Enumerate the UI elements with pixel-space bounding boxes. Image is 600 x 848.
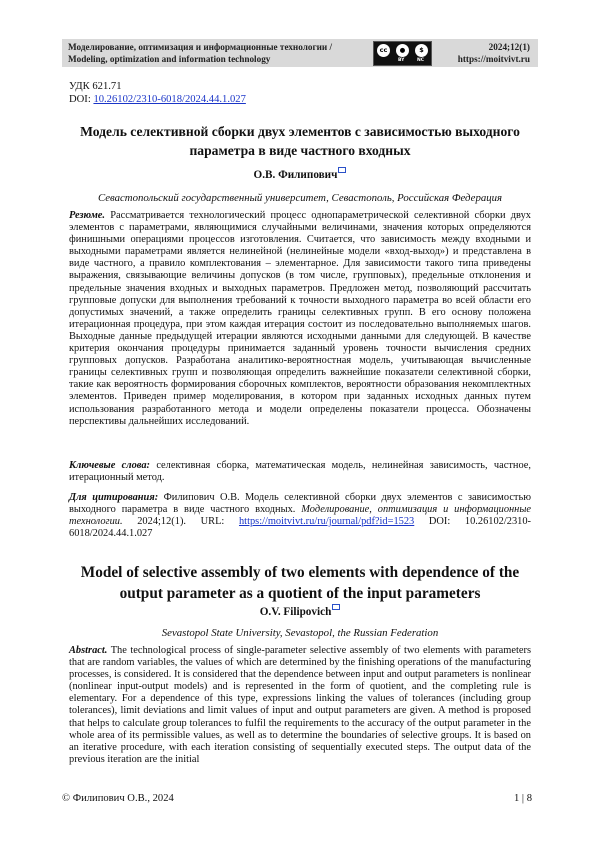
udk: УДК 621.71 (69, 81, 122, 92)
citation (69, 492, 531, 540)
citation-doi: DOI: 10.26102/2310-6018/2024.44.1.027 (69, 516, 532, 540)
keywords-text: селективная сборка, математическая модель, нелинейная зависимость, частное, итерационный метод. (69, 460, 531, 484)
journal-site[interactable]: https://moitvivt.ru (457, 53, 530, 64)
journal-name-ru: Моделирование, оптимизация и информационные технологии / (68, 42, 333, 52)
citation-url[interactable]: https://moitvivt.ru/ru/journal/pdf?id=1523 (238, 516, 415, 528)
doi-link[interactable]: 10.26102/2310-6018/2024.44.1.027 (93, 94, 246, 105)
abstract-text-ru: Рассматривается технологический процесс однопараметрической селективной сборки двух элементов с параметрами, являющимися случайными величинами, значения которых определяются финишными операциями процессов изготовления. Считается, что зависимость между входными и выходными параметрами является нелинейной (нелинейные модели «вход-выход») и представлена в виде частного, а правило комплектования – элементарное. Для зависимости такого типа приведены выражения, связывающие величины допусков (в том числе, групповых), предельные отклонения и предельные значения входных и выходных параметров. Предложен метод, позволяющий рассчитать групповые допуски для выполнения требований к точности выходного параметра во всей области его допустимых значений, а также определить границы селективных групп. В его основу положена итерационная процедура, при этом каждая итерация состоит из последовательно выполняемых шагов. Выходные данные предыдущей итерации являются исходными данными для следующей. В качестве критерия окончания процедуры принимается заданный уровень точности вычисления средних групповых допусков. Разработана аналитико-вероятностная модель, учитывающая вычисленные границы селективных групп и позволяющая определить важнейшие показатели селективной сборки, такие как вероятность формирования сборочных комплектов, вероятности образования некомплектных элементов. Приведен пример моделирования, в котором при заданных исходных данных путем использования разработанного метода и модели определены показатели процесса. Обозначены перспективы дальнейших исследований. (69, 210, 531, 427)
doi-label: DOI: (69, 94, 91, 105)
keywords-ru (69, 460, 531, 484)
affiliation-ru: Севастопольский государственный университет, Севастополь, Российская Федерация (97, 192, 503, 204)
email-icon[interactable] (332, 604, 340, 610)
keywords-label: Ключевые слова: (69, 460, 151, 471)
abstract-label-ru: Резюме. (69, 210, 106, 221)
nc-label: NC (417, 58, 425, 63)
email-icon[interactable] (338, 167, 346, 173)
title-ru: Модель селективной сборки двух элементов с зависимостью выходного параметра в виде частного входных (80, 124, 520, 158)
author-en (0, 604, 600, 618)
issue-info (458, 42, 530, 65)
cc-by-nc-license-icon[interactable] (373, 41, 432, 66)
by-label: BY (398, 58, 405, 63)
citation-label: Для цитирования: (69, 492, 159, 503)
issue-number: 2024;12(1) (488, 42, 530, 52)
author-name-en: O.V. Filipovich (259, 606, 332, 618)
cc-icon: cc (377, 44, 390, 57)
doi-line (69, 93, 246, 106)
author-name-ru: О.В. Филипович (253, 169, 338, 181)
abstract-text-en: The technological process of single-parameter selective assembly of two elements with parameters that are random variables, the values of which are determined by the finishing operations of the manufacturing processes, is considered. It is considered that the dependence between input and output parameters is nonlinear (nonlinear input-output models) and is represented in the form of quotient, and the completing rule is elementary. For a dependence of this type, expressions linking the values of tolerances (including group tolerances), limit deviations and limit values of input and output parameters are given. A method is proposed that helps to calculate group tolerances to fulfil the requirements to the accuracy of the output parameter in the whole area of its permissible values, as well as to determine the boundaries of selective groups. It is based on an iterative procedure, with each iteration consisting of sequentially executed steps. The output data of the previous iteration are the initial (69, 645, 531, 765)
person-icon: ● (396, 44, 409, 57)
journal-name (68, 42, 332, 65)
copyright: © Филипович О.В., 2024 (62, 793, 174, 804)
citation-issue: 2024;12(1). URL: (137, 516, 225, 528)
author-ru (0, 167, 600, 181)
citation-journal: Моделирование, оптимизация и информационные технологии. (69, 504, 531, 528)
title-en: Model of selective assembly of two elements with dependence of the output parameter as a quotient of the input parameters (80, 564, 520, 602)
page-number: 1 | 8 (513, 793, 532, 804)
affiliation-en: Sevastopol State University, Sevastopol, the Russian Federation (161, 627, 439, 639)
abstract-ru (69, 210, 531, 428)
citation-text: Филипович О.В. Модель селективной сборки двух элементов с зависимостью выходного параметра в виде частного входных. (69, 492, 531, 516)
journal-header (62, 39, 538, 67)
abstract-label-en: Abstract. (69, 645, 108, 656)
abstract-en (69, 645, 531, 766)
journal-name-en: Modeling, optimization and information technology (68, 53, 271, 64)
udk-doi-block (69, 80, 246, 106)
no-money-icon: $ (415, 44, 428, 57)
